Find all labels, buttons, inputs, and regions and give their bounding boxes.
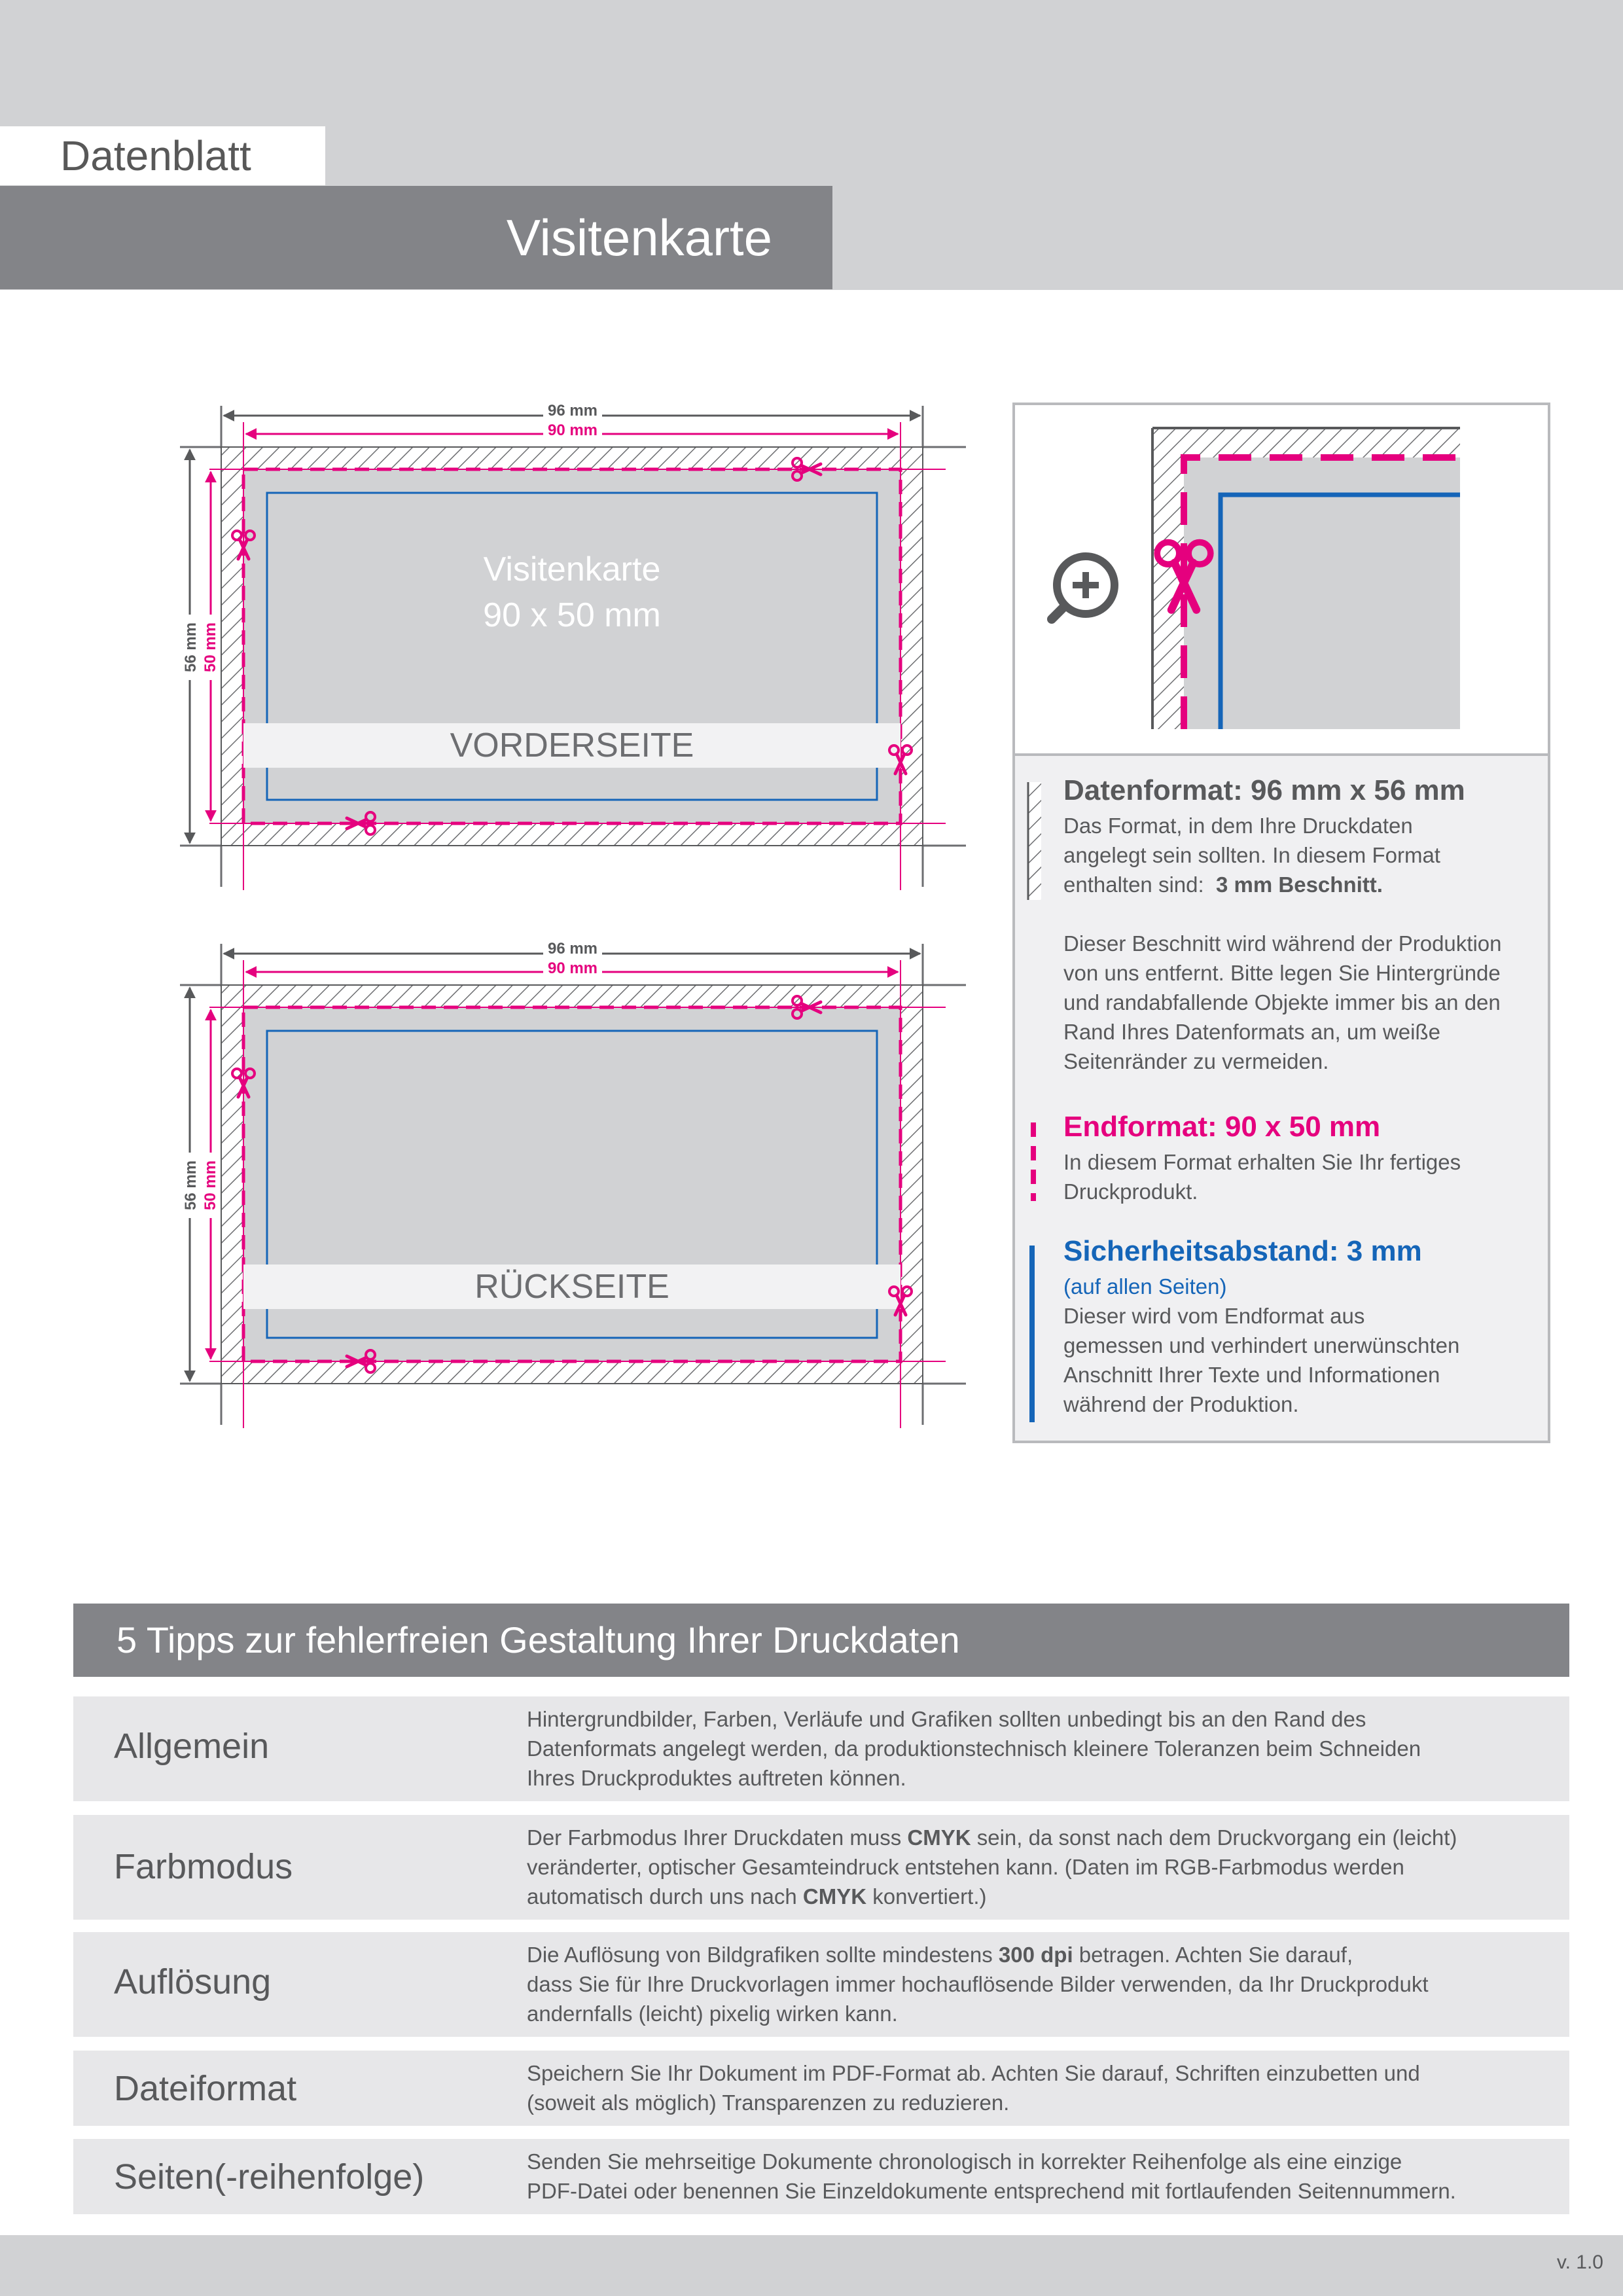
footer-band — [0, 2235, 1623, 2296]
tip-text: Datenformats angelegt werden, da produktionstechnisch kleinere Toleranzen beim Schneiden — [527, 1736, 1421, 1761]
dim-height-inner: 50 mm — [202, 615, 220, 680]
dim-width-inner: 90 mm — [543, 960, 602, 978]
tip-text-bold: CMYK — [802, 1884, 867, 1909]
tip-label: Farbmodus — [114, 1847, 293, 1886]
datenformat-text: angelegt sein sollten. In diesem Format — [1063, 843, 1440, 867]
tip-text: Speichern Sie Ihr Dokument im PDF-Format ab. Achten Sie darauf, Schriften einzubetten und — [527, 2061, 1420, 2085]
zoom-detail — [1015, 405, 1548, 753]
tip-text: Der Farbmodus Ihrer Druckdaten muss — [527, 1825, 908, 1850]
tip-text: veränderter, optischer Gesamteindruck entstehen kann. (Daten im RGB-Farbmodus werden — [527, 1855, 1404, 1879]
back-card-diagram — [0, 931, 995, 1441]
datenformat-text: Dieser Beschnitt wird während der Produktion — [1063, 931, 1502, 956]
datenformat-text: Das Format, in dem Ihre Druckdaten — [1063, 814, 1413, 838]
tip-text: betragen. Achten Sie darauf, — [1073, 1943, 1353, 1967]
tip-row — [73, 2051, 1569, 2126]
tips-header: 5 Tipps zur fehlerfreien Gestaltung Ihrer Druckdaten — [73, 1604, 1569, 1677]
datenformat-text: enthalten sind: — [1063, 872, 1204, 897]
info-panel — [1012, 403, 1550, 1443]
tip-text: Senden Sie mehrseitige Dokumente chronologisch in korrekter Reihenfolge als eine einzige — [527, 2149, 1402, 2174]
dim-width-outer: 96 mm — [543, 940, 602, 958]
tip-row — [73, 1815, 1569, 1920]
safety-line-marker — [1029, 1246, 1035, 1422]
endformat-title: Endformat: 90 x 50 mm — [1063, 1111, 1381, 1143]
zoom-plus-icon — [1052, 556, 1115, 619]
tip-text-bold: CMYK — [907, 1825, 971, 1850]
side-label-front: VORDERSEITE — [450, 726, 694, 764]
tip-text: (soweit als möglich) Transparenzen zu reduzieren. — [527, 2090, 1010, 2115]
endformat-text: In diesem Format erhalten Sie Ihr fertiges — [1063, 1150, 1461, 1174]
tip-row — [73, 2139, 1569, 2214]
tip-text: konvertiert.) — [866, 1884, 987, 1909]
datenformat-text: und randabfallende Objekte immer bis an den — [1063, 990, 1501, 1014]
dim-width-outer: 96 mm — [543, 402, 602, 420]
tip-label: Allgemein — [114, 1727, 270, 1766]
tip-label: Dateiformat — [114, 2069, 297, 2108]
legend — [1015, 753, 1548, 1441]
tip-text: dass Sie für Ihre Druckvorlagen immer hochauflösende Bilder verwenden, da Ihr Druckprodukt — [527, 1972, 1429, 1996]
tip-text: Hintergrundbilder, Farben, Verläufe und Grafiken sollten unbedingt bis an den Rand des — [527, 1707, 1366, 1731]
front-card-diagram — [0, 393, 995, 903]
tip-text: automatisch durch uns nach — [527, 1884, 803, 1909]
datasheet-label: Datenblatt — [0, 126, 325, 185]
tip-row — [73, 1696, 1569, 1801]
sicherheit-text: während der Produktion. — [1063, 1392, 1299, 1416]
card-size: 90 x 50 mm — [483, 596, 661, 634]
card-title: Visitenkarte — [483, 550, 661, 588]
tip-text: Ihres Druckproduktes auftreten können. — [527, 1766, 906, 1790]
tip-label: Seiten(-reihenfolge) — [114, 2157, 425, 2197]
sicherheit-text: Anschnitt Ihrer Texte und Informationen — [1063, 1363, 1440, 1387]
sicherheit-text: gemessen und verhindert unerwünschten — [1063, 1333, 1460, 1357]
datenformat-text: Seitenränder zu vermeiden. — [1063, 1049, 1329, 1073]
tip-label: Auflösung — [114, 1962, 272, 2001]
endformat-text: Druckprodukt. — [1063, 1179, 1198, 1204]
tip-text: andernfalls (leicht) pixelig wirken kann. — [527, 2001, 898, 2026]
tip-text: sein, da sonst nach dem Druckvorgang ein (leicht) — [971, 1825, 1457, 1850]
datenformat-title: Datenformat: 96 mm x 56 mm — [1063, 774, 1465, 806]
sicherheit-title: Sicherheitsabstand: 3 mm — [1063, 1235, 1422, 1267]
tip-row — [73, 1932, 1569, 2037]
dim-height-outer: 56 mm — [182, 1153, 200, 1218]
sicherheit-text: Dieser wird vom Endformat aus — [1063, 1304, 1365, 1328]
version-label: v. 1.0 — [1556, 2251, 1603, 2273]
side-label-back: RÜCKSEITE — [474, 1268, 669, 1306]
datenformat-text: von uns entfernt. Bitte legen Sie Hintergründe — [1063, 961, 1501, 985]
tip-text: PDF-Datei oder benennen Sie Einzeldokumente entsprechend mit fortlaufenden Seitennummern. — [527, 2179, 1456, 2203]
dim-width-inner: 90 mm — [543, 422, 602, 440]
dim-height-outer: 56 mm — [182, 615, 200, 680]
page-title: Visitenkarte — [0, 186, 832, 289]
datenformat-text: Rand Ihres Datenformats an, um weiße — [1063, 1020, 1440, 1044]
datenformat-bleed: 3 mm Beschnitt. — [1216, 872, 1383, 897]
dim-height-inner: 50 mm — [202, 1153, 220, 1218]
tip-text-bold: 300 dpi — [998, 1943, 1073, 1967]
sicherheit-sub: (auf allen Seiten) — [1063, 1274, 1227, 1299]
tip-text: Die Auflösung von Bildgrafiken sollte mindestens — [527, 1943, 999, 1967]
